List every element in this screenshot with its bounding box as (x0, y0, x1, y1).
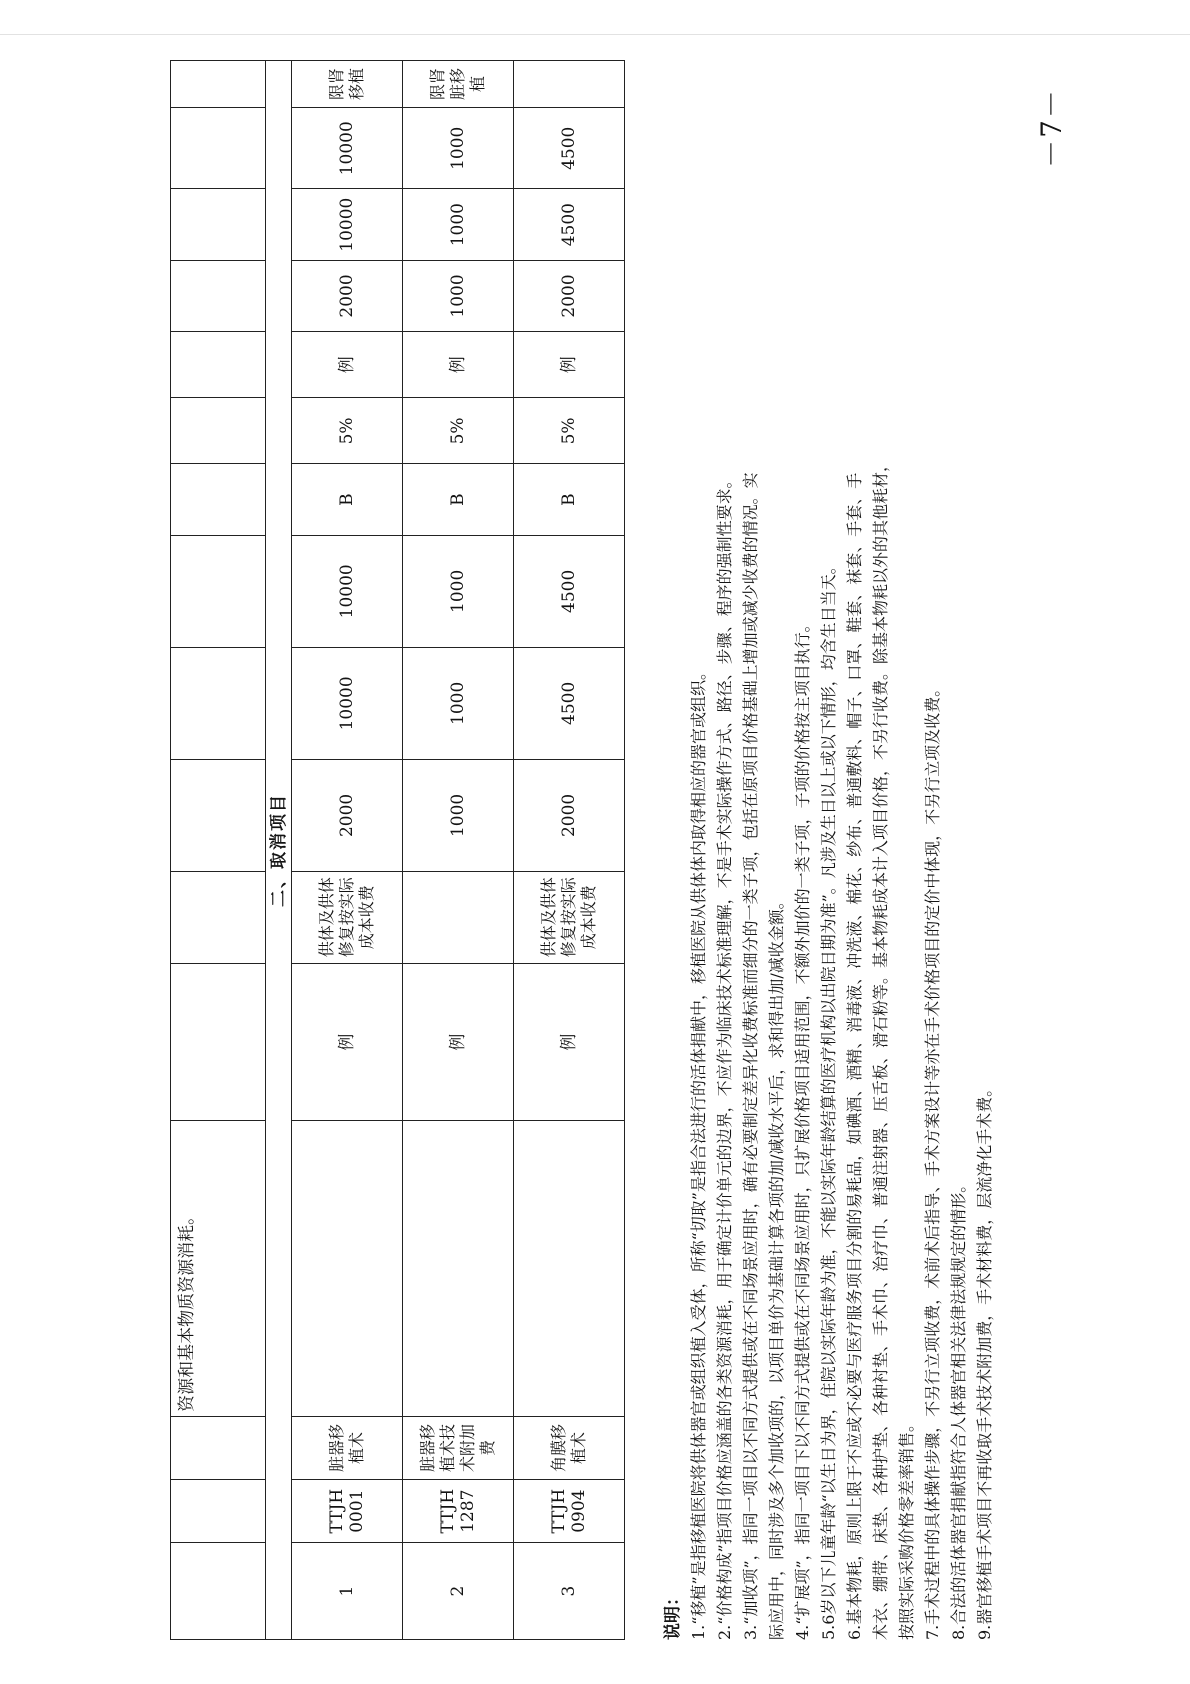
note-line: 按照实际采购价格零差率销售。 (897, 1415, 916, 1640)
price-cell: 1000 (403, 189, 514, 260)
notes-title: 说明： (663, 1589, 683, 1640)
seq-cell: 2 (403, 1543, 514, 1640)
unit-cell: 例 (514, 963, 625, 1121)
content-cell (292, 1121, 403, 1416)
desc-cell: 供体及供体修复按实际成本收费 (292, 871, 403, 963)
price-cell: 1000 (403, 759, 514, 871)
unit2-cell: 例 (292, 332, 403, 398)
note-line: 6.基本物耗，原则上限于不应或不必要与医疗服务项目分割的易耗品，如碘酒、酒精、消毒液、冲洗液、棉花、纱布、普通敷料、帽子、口罩、鞋套、袜套、手套、手 (845, 472, 864, 1640)
name-cell: 脏器移植术 (292, 1416, 403, 1479)
price-cell: 1000 (403, 108, 514, 189)
grade-cell: B (292, 464, 403, 535)
price-cell: 2000 (514, 759, 625, 871)
name-cell: 角膜移植术 (514, 1416, 625, 1479)
price-cell: 1000 (403, 647, 514, 759)
fee-table (170, 60, 625, 1640)
note-line: 1.“移植”是指移植医院将供体器官或组织植入受体，所称“切取”是指合法进行的活体捐献中，移植医院从供体体内取得相应的器官或组织。 (689, 664, 708, 1640)
rate-cell: 5% (403, 398, 514, 464)
seq-cell: 3 (514, 1543, 625, 1640)
price-cell: 4500 (514, 108, 625, 189)
price-cell: 10000 (292, 108, 403, 189)
grade-cell: B (514, 464, 625, 535)
note-line: 9.器官移植手术项目不再收取手术技术附加费，手术材料费，层流净化手术费。 (975, 1080, 994, 1640)
note-line: 4.“扩展项”，指同一项目下以不同方式提供或在不同场景应用时，只扩展价格项目适用范围，不额外加价的一类子项，子项的价格按主项目执行。 (793, 616, 812, 1640)
note-line: 2.“价格构成”指项目价格应涵盖的各类资源消耗，用于确定计价单元的边界，不应作为临床技术标准理解，不是手术实际操作方式、路径、步骤、程序的强制性要求。 (715, 472, 734, 1640)
note-line: 术衣、绷带、床垫、各种护垫、各种衬垫、手术巾、治疗巾、普通注射器、压舌板、滑石粉等。基本物耗成本计入项目价格，不另行收费。除基本物耗以外的其他耗材， (871, 455, 890, 1640)
seq-cell: 1 (292, 1543, 403, 1640)
name-cell: 脏器移植术技术附加费 (403, 1416, 514, 1479)
price-cell: 4500 (514, 647, 625, 759)
note-line: 7.手术过程中的具体操作步骤，不另行立项收费，术前术后指导、手术方案设计等亦在手术价格项目的定价中体现，不另行立项及收费。 (923, 680, 942, 1640)
price-cell: 4500 (514, 189, 625, 260)
price-cell: 2000 (514, 260, 625, 331)
code-cell: TTJH 0001 (292, 1480, 403, 1543)
unit2-cell: 例 (403, 332, 514, 398)
note-line: 3.“加收项”，指同一项目以不同方式提供或在不同场景应用时，确有必要制定差异化收费标准而细分的一类子项，包括在原项目价格基础上增加或减少收费的情况。实 (741, 472, 760, 1640)
page-number: －7－ (1035, 88, 1068, 168)
code-cell: TTJH 0904 (514, 1480, 625, 1543)
desc-cell (403, 871, 514, 963)
price-cell: 4500 (514, 535, 625, 647)
remark-cell: 限肾移植 (292, 61, 403, 108)
table-top-row (171, 61, 266, 1640)
rate-cell: 5% (514, 398, 625, 464)
price-cell: 10000 (292, 189, 403, 260)
price-cell: 2000 (292, 759, 403, 871)
notes-block (660, 60, 998, 1640)
table-row (403, 61, 514, 1640)
unit-cell: 例 (403, 963, 514, 1121)
note-line: 际应用中，同时涉及多个加收项的，以项目单价为基础计算各项的加/减收水平后，求和得出加/减收金额。 (767, 893, 786, 1640)
content-cell (514, 1121, 625, 1416)
note-line: 5.6岁以下儿童年龄“以生日为界，住院以实际年龄为准，不能以实际年龄结算的医疗机构以出院日期为准”。凡涉及生日以上或以下情形，均含生日当天。 (819, 558, 838, 1640)
price-cell: 1000 (403, 535, 514, 647)
content-cell (403, 1121, 514, 1416)
grade-cell: B (403, 464, 514, 535)
section-row (266, 61, 292, 1640)
rate-cell: 5% (292, 398, 403, 464)
desc-cell: 供体及供体修复按实际成本收费 (514, 871, 625, 963)
unit-cell: 例 (292, 963, 403, 1121)
resource-note: 资源和基本物质资源消耗。 (171, 1121, 266, 1416)
remark-cell (514, 61, 625, 108)
note-line: 8.合法的活体器官捐献指符合人体器官相关法律法规规定的情形。 (949, 1176, 968, 1640)
unit2-cell: 例 (514, 332, 625, 398)
rotated-page-content (170, 60, 994, 1640)
code-cell: TTJH 1287 (403, 1480, 514, 1543)
scan-edge-line (0, 0, 1190, 35)
price-cell: 1000 (403, 260, 514, 331)
price-cell: 10000 (292, 647, 403, 759)
price-cell: 2000 (292, 260, 403, 331)
section-title: 二、取消项目 (266, 61, 292, 1640)
remark-cell: 限肾脏移植 (403, 61, 514, 108)
price-cell: 10000 (292, 535, 403, 647)
table-row (292, 61, 403, 1640)
table-row (514, 61, 625, 1640)
